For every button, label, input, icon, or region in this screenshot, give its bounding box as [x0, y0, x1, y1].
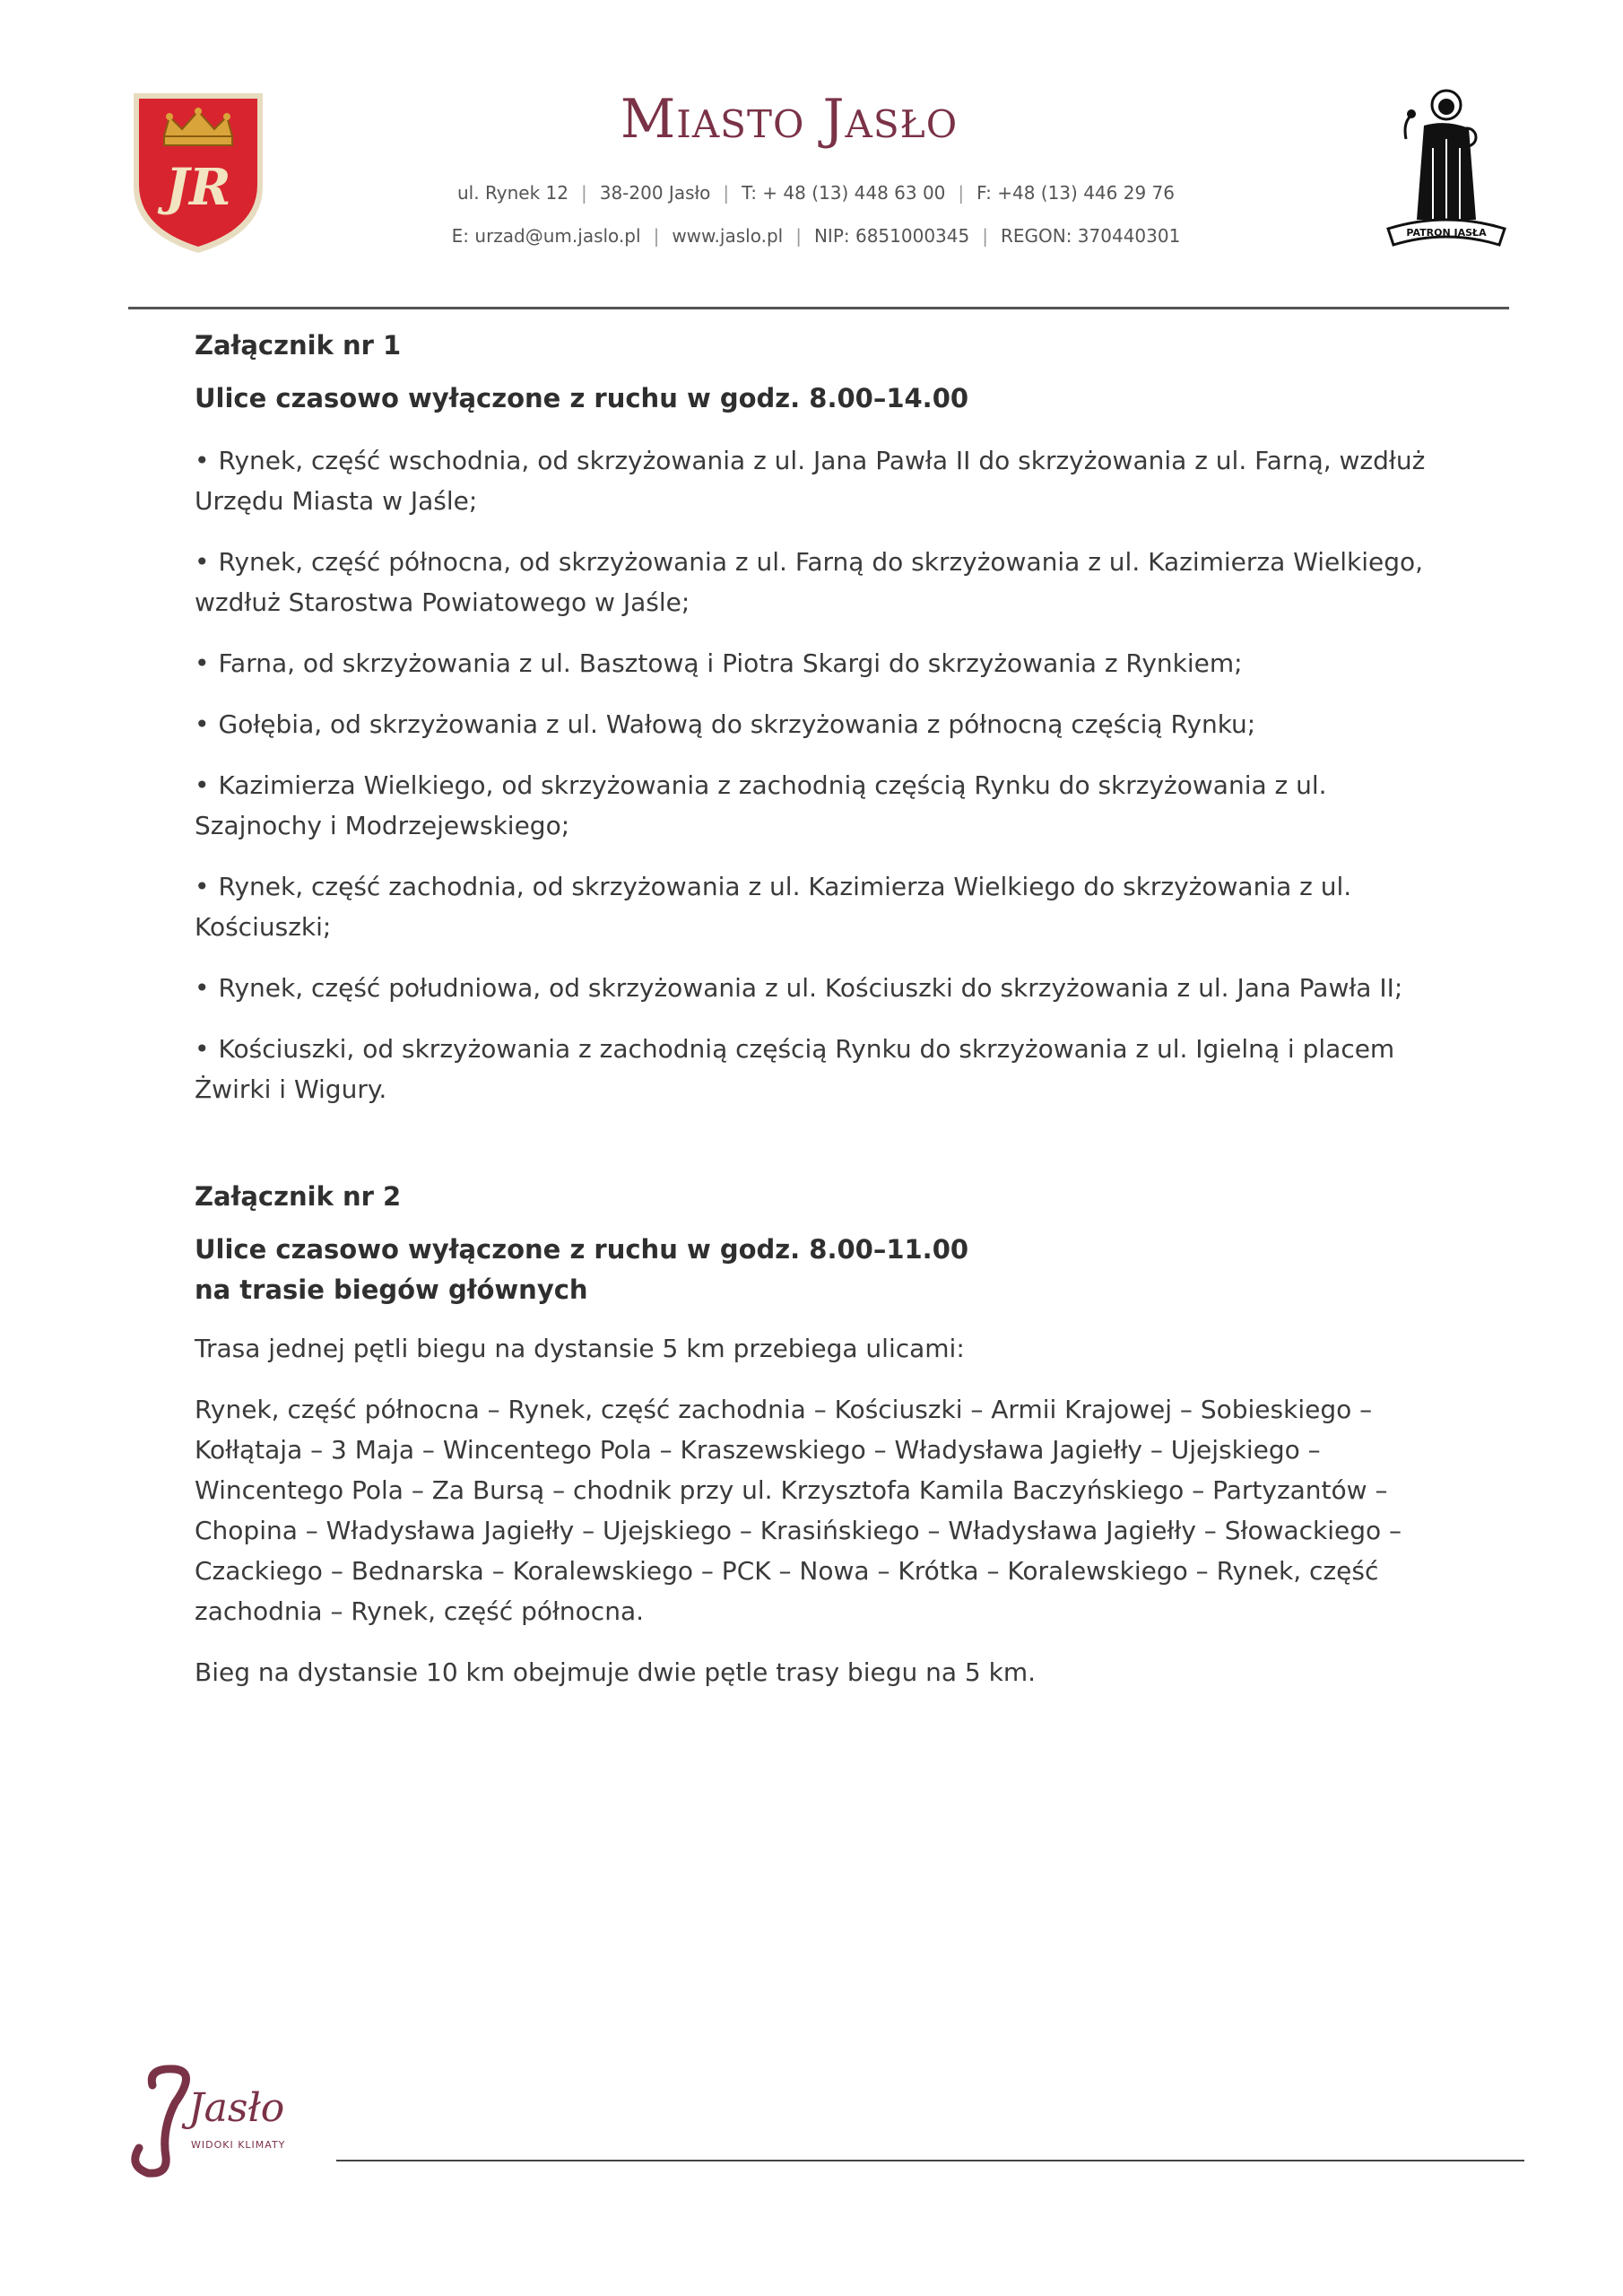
footer-logo-script: Jasło	[188, 2085, 285, 2131]
annex-2-subheading-line-1: Ulice czasowo wyłączone z ruchu w godz. 8.00–11.00	[195, 1234, 969, 1265]
annex-2-section	[195, 1181, 1450, 1692]
annex-1-section	[195, 330, 1450, 1109]
contact-line-1: ul. Rynek 12 | 38-200 Jasło | T: + 48 (13) 448 63 00 | F: +48 (13) 446 29 76	[457, 182, 1175, 204]
patron-banner-text: PATRON JASŁA	[1406, 227, 1487, 239]
phone-number: T: + 48 (13) 448 63 00	[742, 182, 946, 204]
annex-1-subheading: Ulice czasowo wyłączone z ruchu w godz. 8.00–14.00	[195, 383, 969, 413]
jaslo-footer-logo	[112, 2049, 309, 2184]
footer-divider	[336, 2160, 1524, 2161]
list-item: • Kościuszki, od skrzyżowania z zachodnią częścią Rynku do skrzyżowania z ul. Igielną i placem Żwirki i Wigury.	[195, 1029, 1450, 1109]
document-body	[195, 330, 1450, 1713]
email-link[interactable]: E: urzad@um.jaslo.pl	[451, 225, 641, 247]
fax-number: F: +48 (13) 446 29 76	[976, 182, 1175, 204]
annex-1-street-list	[195, 440, 1450, 1109]
footer-logo-tagline: WIDOKI KLIMATY	[191, 2139, 286, 2151]
route-description: Rynek, część północna – Rynek, część zachodnia – Kościuszki – Armii Krajowej – Sobieskiego – Kołłątaja – 3 Maja – Wincentego Pola – Kraszewskiego – Władysława Jagiełły – Ujejskiego – Wincentego Pola – Za Bursą – chodnik przy ul. Krzysztofa Kamila Baczyńskiego – Partyzantów – Chopina – Władysława Jagiełły – Ujejskiego – Krasińskiego – Władysława Jagiełły – Słowackiego – Czackiego – Bednarska – Koralewskiego – PCK – Nowa – Krótka – Koralewskiego – Rynek, część zachodnia – Rynek, część północna.	[195, 1395, 1402, 1626]
header-divider	[128, 307, 1509, 309]
page-title: Miasto Jasło	[620, 88, 959, 151]
list-item: • Rynek, część północna, od skrzyżowania z ul. Farną do skrzyżowania z ul. Kazimierza Wielkiego, wzdłuż Starostwa Powiatowego w Jaśle;	[195, 542, 1450, 622]
website-link[interactable]: www.jaslo.pl	[672, 225, 784, 247]
annex-1-heading: Załącznik nr 1	[195, 330, 402, 361]
route-intro: Trasa jednej pętli biegu na dystansie 5 km przebiega ulicami:	[195, 1334, 965, 1363]
annex-2-subheading-line-2: na trasie biegów głównych	[195, 1274, 588, 1305]
list-item: • Kazimierza Wielkiego, od skrzyżowania z zachodnią częścią Rynku do skrzyżowania z ul. Szajnochy i Modrzejewskiego;	[195, 765, 1450, 846]
route-closing-note: Bieg na dystansie 10 km obejmuje dwie pętle trasy biegu na 5 km.	[195, 1657, 1037, 1687]
city-crest-logo	[130, 90, 266, 256]
annex-2-heading: Załącznik nr 2	[195, 1181, 402, 1212]
address-street: ul. Rynek 12	[457, 182, 568, 204]
contact-line-2: E: urzad@um.jaslo.pl | www.jaslo.pl | NIP: 6851000345 | REGON: 370440301	[451, 225, 1181, 247]
list-item: • Gołębia, od skrzyżowania z ul. Wałową do skrzyżowania z północną częścią Rynku;	[195, 704, 1450, 744]
regon-number: REGON: 370440301	[1000, 225, 1181, 247]
nip-number: NIP: 6851000345	[813, 225, 970, 247]
patron-saint-icon	[1379, 85, 1514, 265]
address-postal: 38-200 Jasło	[599, 182, 711, 204]
list-item: • Rynek, część południowa, od skrzyżowania z ul. Kościuszki do skrzyżowania z ul. Jana Pawła II;	[195, 968, 1450, 1008]
list-item: • Rynek, część wschodnia, od skrzyżowania z ul. Jana Pawła II do skrzyżowania z ul. Farną, wzdłuż Urzędu Miasta w Jaśle;	[195, 440, 1450, 521]
crest-monogram: JR	[165, 158, 231, 217]
list-item: • Rynek, część zachodnia, od skrzyżowania z ul. Kazimierza Wielkiego do skrzyżowania z ul. Kościuszki;	[195, 866, 1450, 947]
list-item: • Farna, od skrzyżowania z ul. Basztową i Piotra Skargi do skrzyżowania z Rynkiem;	[195, 643, 1450, 683]
